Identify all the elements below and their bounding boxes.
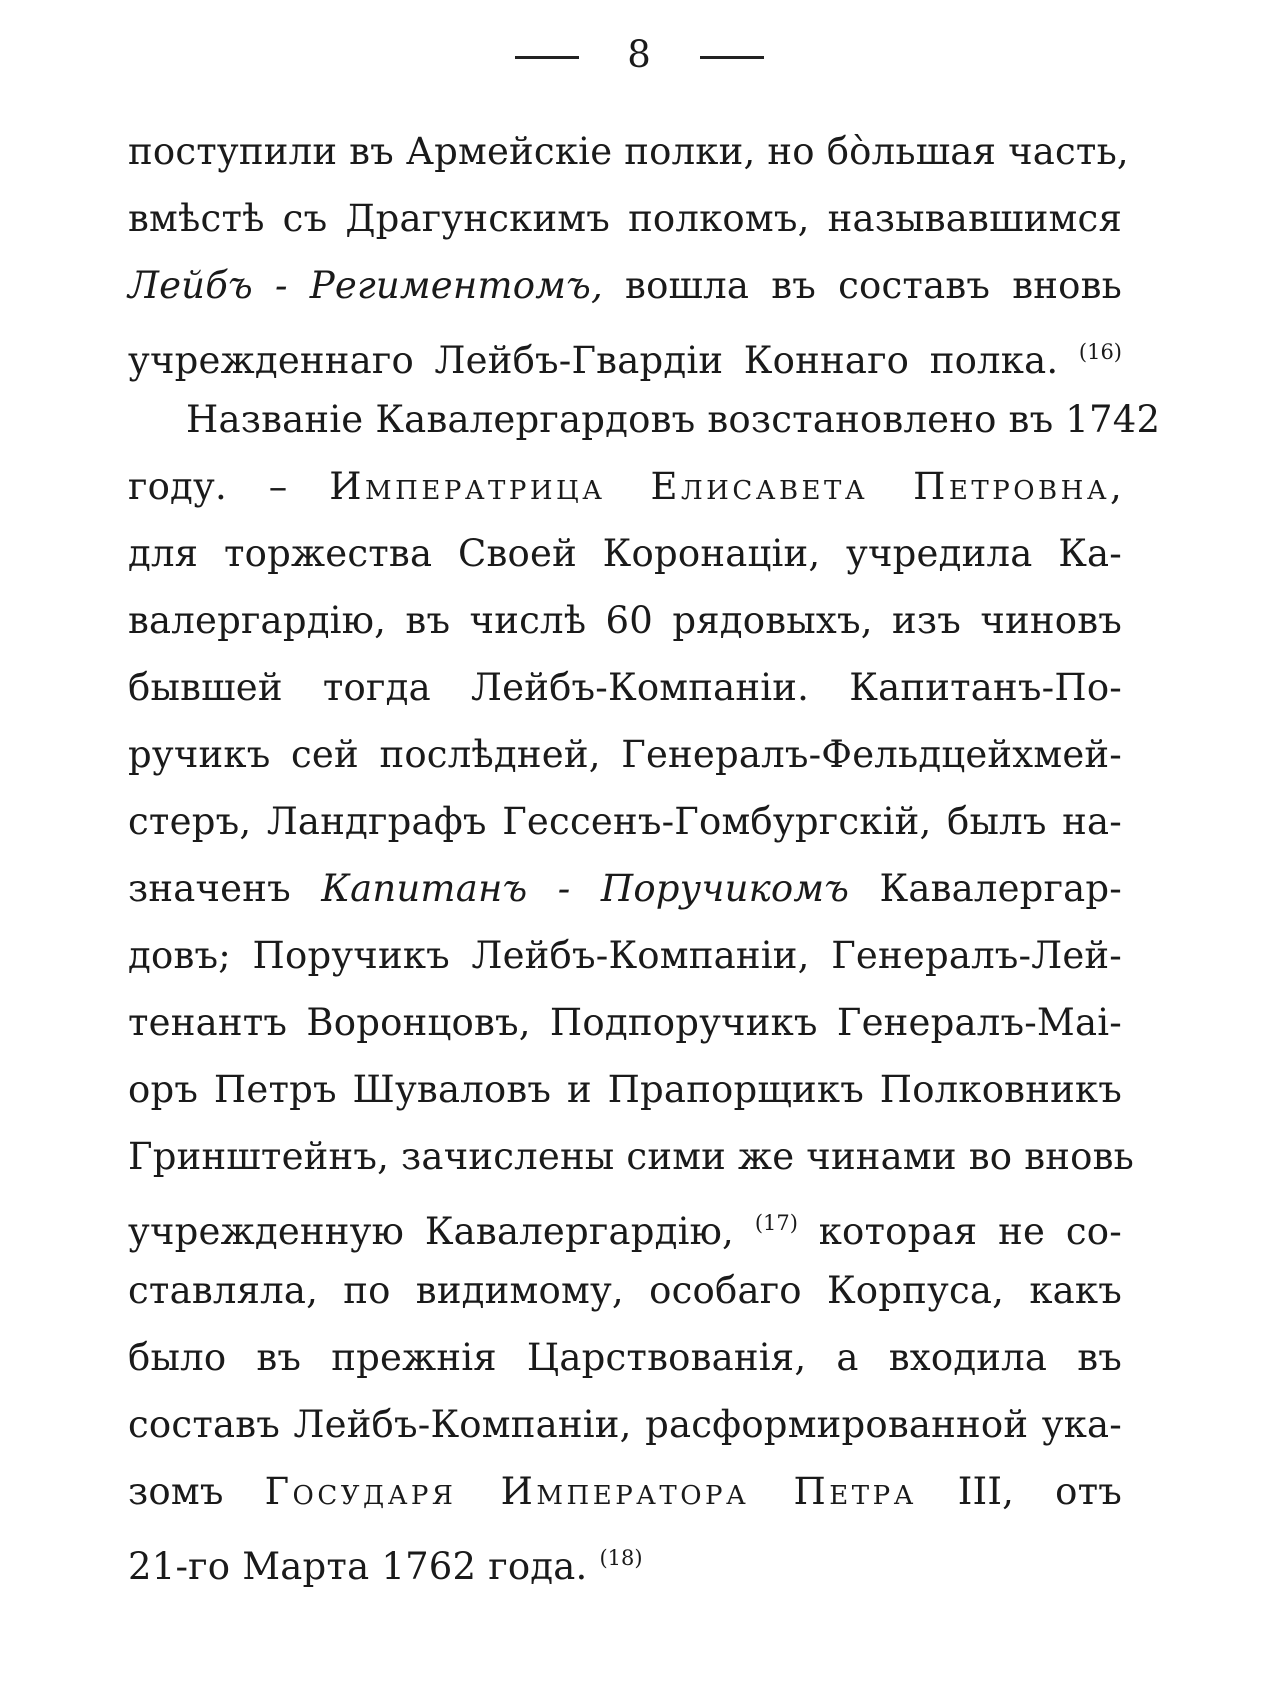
line-text: тенантъ Воронцовъ, Подпоручикъ Генералъ-Маі-: [128, 1001, 1122, 1044]
text-line-14: [128, 989, 1122, 1056]
line-text: учрежденную Кавалергардію,: [128, 1210, 755, 1253]
line-text: которая не со-: [797, 1210, 1122, 1253]
line-text: Гринштейнъ, зачислены сими же чинами во вновь: [128, 1135, 1134, 1178]
line-text: бывшей тогда Лейбъ-Компаніи. Капитанъ-По-: [128, 666, 1122, 709]
footnote-marker-18: (18): [599, 1546, 643, 1570]
line-text-italic: Лейбъ - Региментомъ,: [128, 264, 603, 307]
text-line-02: [128, 185, 1122, 252]
header-rule-right: [700, 56, 764, 59]
header-rule-left: [515, 56, 579, 59]
line-text: году. –: [128, 465, 330, 508]
line-text: Названіе Кавалергардовъ возстановлено въ 1742: [186, 398, 1161, 441]
line-text: ручикъ сей послѣдней, Генералъ-Фельдцейхмей-: [128, 733, 1122, 776]
line-text-italic: Капитанъ - Поручикомъ: [321, 867, 850, 910]
line-text-smallcaps: Императрица Елисавета Петровна: [329, 465, 1111, 508]
text-line-04: [128, 319, 1122, 386]
line-text: составъ Лейбъ-Компаніи, расформированной ука-: [128, 1403, 1122, 1446]
line-text: оръ Петръ Шуваловъ и Прапорщикъ Полковникъ: [128, 1068, 1122, 1111]
text-line-07: [128, 520, 1122, 587]
text-line-21: [128, 1458, 1122, 1525]
line-text: ставляла, по видимому, особаго Корпуса, какъ: [128, 1269, 1122, 1312]
text-line-20: [128, 1391, 1122, 1458]
line-text: вмѣстѣ съ Драгунскимъ полкомъ, называвшимся: [128, 197, 1122, 240]
text-line-09: [128, 654, 1122, 721]
page-header: [0, 33, 1279, 76]
text-line-13: [128, 922, 1122, 989]
text-line-05: [128, 386, 1161, 453]
line-text: валергардію, въ числѣ 60 рядовыхъ, изъ чиновъ: [128, 599, 1122, 642]
text-line-16: [128, 1123, 1134, 1190]
text-line-01: [128, 118, 1129, 185]
text-block: [128, 118, 1161, 1592]
text-line-11: [128, 788, 1122, 855]
line-text: зомъ: [128, 1470, 265, 1513]
line-text: ,: [1110, 465, 1122, 508]
line-text: было въ прежнія Царствованія, а входила въ: [128, 1336, 1122, 1379]
text-line-18: [128, 1257, 1122, 1324]
text-line-19: [128, 1324, 1122, 1391]
line-text: вошла въ составъ вновь: [602, 264, 1122, 307]
line-text: стеръ, Ландграфъ Гессенъ-Гомбургскій, былъ на-: [128, 800, 1122, 843]
text-line-03: [128, 252, 1122, 319]
text-line-12: [128, 855, 1122, 922]
line-text: для торжества Своей Коронаціи, учредила Ка-: [128, 532, 1122, 575]
line-text: довъ; Поручикъ Лейбъ-Компаніи, Генералъ-Лей-: [128, 934, 1122, 977]
footnote-marker-16: (16): [1078, 340, 1122, 364]
line-text: поступили въ Армейскіе полки, но бо̀льшая часть,: [128, 130, 1129, 173]
text-line-06: [128, 453, 1122, 520]
line-text: III, отъ: [916, 1470, 1123, 1513]
text-line-15: [128, 1056, 1122, 1123]
line-text: 21-го Марта 1762 года.: [128, 1545, 600, 1588]
text-line-17: [128, 1190, 1122, 1257]
footnote-marker-17: (17): [754, 1211, 798, 1235]
text-line-10: [128, 721, 1122, 788]
text-line-08: [128, 587, 1122, 654]
line-text: значенъ: [128, 867, 322, 910]
text-line-22: [128, 1525, 1122, 1592]
page-number: 8: [627, 33, 652, 76]
line-text: учрежденнаго Лейбъ-Гвардіи Коннаго полка.: [128, 339, 1079, 382]
line-text: Кавалергар-: [849, 867, 1122, 910]
line-text-smallcaps: Государя Императора Петра: [264, 1470, 917, 1513]
